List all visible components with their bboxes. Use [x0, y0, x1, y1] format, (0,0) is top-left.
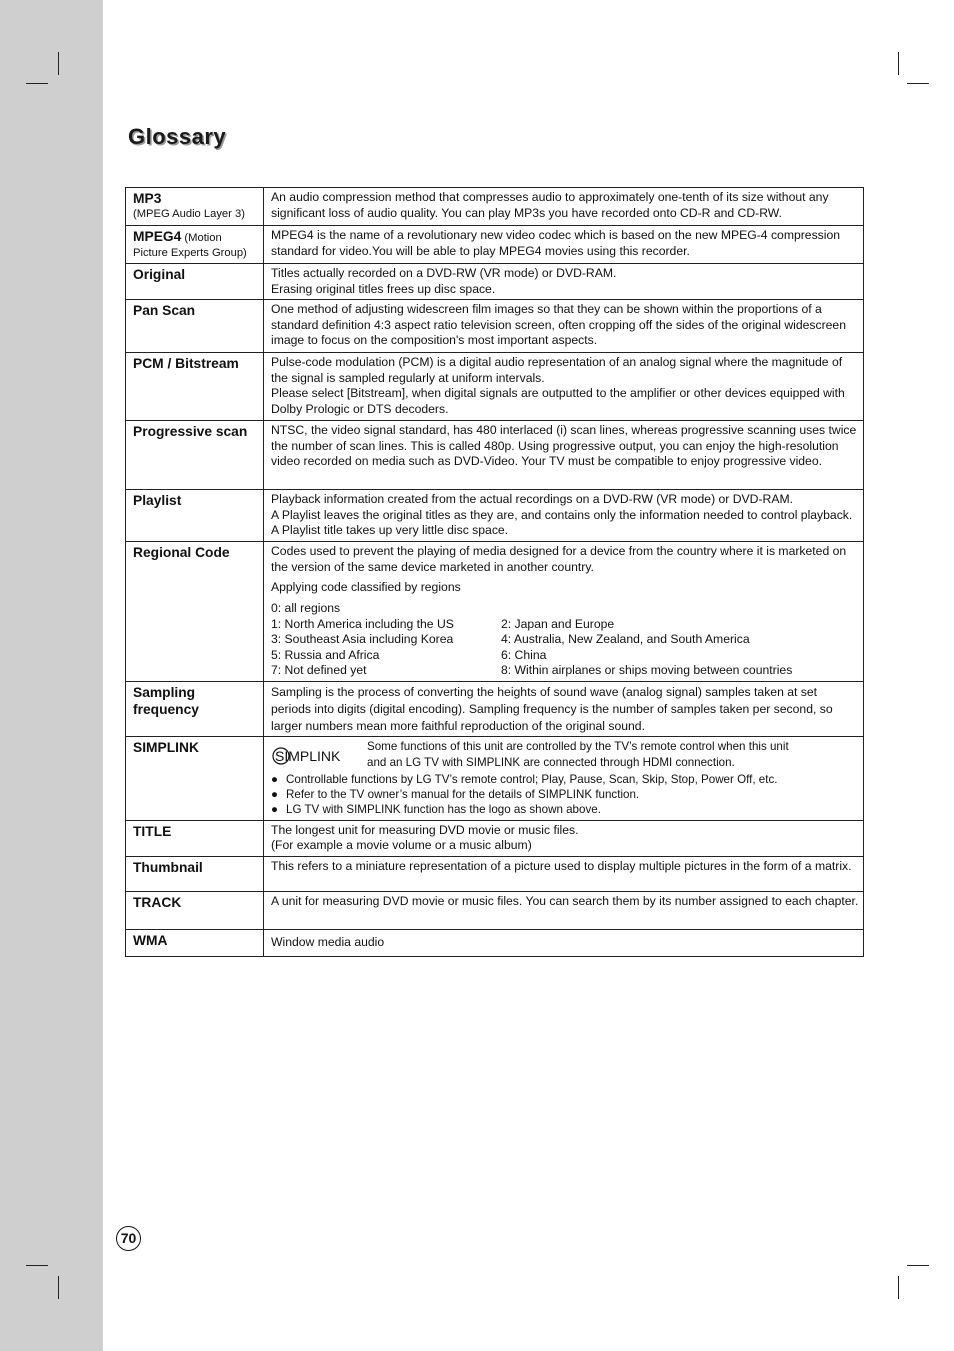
term-name: Pan Scan — [133, 303, 196, 319]
region-all: 0: all regions — [271, 600, 341, 615]
page-number: 70 — [116, 1226, 141, 1251]
left-margin-strip — [0, 0, 103, 1351]
table-row — [126, 421, 864, 490]
term-name: TITLE — [133, 823, 172, 839]
bullet-text: Controllable functions by LG TV’s remote control; Play, Pause, Scan, Skip, Stop, Power Off, etc. — [286, 772, 778, 786]
definition-cell — [264, 188, 864, 226]
glossary-table — [125, 187, 864, 957]
term-name: Sampling — [133, 684, 196, 700]
definition-text: Some functions of this unit are controlled by the TV’s remote control when this unit — [367, 740, 789, 754]
region-item: 5: Russia and Africa — [271, 647, 380, 662]
definition-text: Codes used to prevent the playing of media designed for a device from the country where it is marketed on the version of the same device marketed in another country. — [271, 544, 847, 574]
term-cell — [126, 891, 264, 929]
definition-text: Titles actually recorded on a DVD-RW (VR mode) or DVD-RAM. — [271, 266, 617, 280]
term-name: MP3 — [133, 191, 162, 206]
term-name: PCM / Bitstream — [133, 356, 239, 372]
definition-text: Applying code classified by regions — [271, 580, 461, 595]
region-item: 2: Japan and Europe — [501, 616, 615, 631]
bullet-icon: ● — [271, 803, 279, 817]
definition-cell — [264, 421, 864, 490]
definition-text: Playback information created from the actual recordings on a DVD-RW (VR mode) or DVD-RAM. — [271, 492, 793, 507]
definition-cell — [264, 681, 864, 736]
definition-text: One method of adjusting widescreen film images so that they can be shown within the proportions of a standard definition 4:3 aspect ratio television screen, often cropping off the sides of the original widescreen image to focus on the composition's most important aspects. — [271, 302, 846, 348]
bullet-item — [271, 787, 859, 802]
term-name: frequency — [133, 701, 199, 717]
bullet-icon: ● — [271, 787, 279, 801]
table-row — [126, 929, 864, 956]
region-item: 8: Within airplanes or ships moving between countries — [501, 663, 793, 678]
term-cell — [126, 353, 264, 421]
term-name: MPEG4 — [133, 229, 182, 244]
simplink-logo-icon — [271, 745, 367, 771]
table-row — [126, 737, 864, 820]
term-cell — [126, 856, 264, 891]
crop-mark — [907, 1265, 929, 1266]
table-row — [126, 264, 864, 300]
definition-text: An audio compression method that compresses audio to approximately one-tenth of its size without any significant loss of audio quality. You can play MP3s you have recorded onto CD-R and CD-RW. — [271, 190, 829, 220]
definition-text: Erasing original titles frees up disc space. — [271, 281, 496, 296]
term-cell — [126, 264, 264, 300]
definition-text: Window media audio — [271, 934, 385, 949]
region-item: 3: Southeast Asia including Korea — [271, 632, 454, 647]
definition-cell — [264, 300, 864, 353]
term-cell — [126, 188, 264, 226]
definition-text: Please select [Bitstream], when digital signals are outputted to the amplifier or other devices equipped with Dolby Prologic or DTS decoders. — [271, 386, 845, 416]
region-item: 7: Not defined yet — [271, 663, 367, 678]
definition-cell — [264, 542, 864, 682]
term-subtitle: (MPEG Audio Layer 3) — [133, 208, 245, 220]
term-cell — [126, 542, 264, 682]
term-name: Thumbnail — [133, 859, 203, 875]
term-name: Progressive scan — [133, 424, 248, 440]
table-row — [126, 226, 864, 264]
table-row — [126, 542, 864, 682]
term-cell — [126, 820, 264, 856]
definition-text: and an LG TV with SIMPLINK are connected through HDMI connection. — [367, 755, 735, 769]
term-cell — [126, 737, 264, 820]
table-row — [126, 300, 864, 353]
definition-text: NTSC, the video signal standard, has 480 interlaced (i) scan lines, whereas progressive scanning uses twice the number of scan lines. This is called 480p. Using progressive output, you can enjoy the high-resolution video recorded on media such as DVD-Video. Your TV must be compatible to enjoy progressive video. — [271, 423, 857, 469]
table-row — [126, 820, 864, 856]
term-cell — [126, 226, 264, 264]
region-item: 4: Australia, New Zealand, and South America — [501, 632, 750, 647]
term-name: Playlist — [133, 493, 182, 509]
definition-cell — [264, 353, 864, 421]
table-row — [126, 490, 864, 542]
region-item: 6: China — [501, 647, 547, 662]
definition-text: Pulse-code modulation (PCM) is a digital audio representation of an analog signal where the magnitude of the signal is sampled regularly at uniform intervals. — [271, 355, 843, 385]
definition-cell — [264, 737, 864, 820]
bullet-item — [271, 802, 859, 817]
definition-text: (For example a movie volume or a music album) — [271, 838, 532, 853]
bullet-item — [271, 772, 859, 787]
definition-cell — [264, 490, 864, 542]
term-name: Regional Code — [133, 545, 230, 561]
bullet-text: LG TV with SIMPLINK function has the logo as shown above. — [286, 803, 601, 817]
definition-text: A unit for measuring DVD movie or music files. You can search them by its number assigned to each chapter. — [271, 893, 859, 908]
table-row — [126, 353, 864, 421]
definition-text: MPEG4 is the name of a revolutionary new video codec which is based on the new MPEG-4 compression standard for video.You will be able to play MPEG4 movies using this recorder. — [271, 228, 841, 258]
table-row — [126, 856, 864, 891]
definition-text: A Playlist leaves the original titles as they are, and contains only the information needed to control playback. A Playlist title takes up very little disc space. — [271, 507, 853, 538]
term-cell — [126, 929, 264, 956]
table-row — [126, 891, 864, 929]
table-row — [126, 188, 864, 226]
term-name: TRACK — [133, 894, 182, 910]
crop-mark — [58, 1276, 59, 1299]
definition-text: This refers to a miniature representation of a picture used to display multiple pictures in the form of a matrix. — [271, 858, 852, 873]
simplink-logo-text: SIMPLINK — [275, 748, 341, 765]
definition-text: Sampling is the process of converting the heights of sound wave (analog signal) samples taken at set periods into digits (digital encoding). Sampling frequency is the number of samples taken per second, so larger numbers mean more faithful reproduction of the original sound. — [271, 684, 833, 733]
definition-cell — [264, 226, 864, 264]
term-cell — [126, 421, 264, 490]
term-subtitle: (Motion — [181, 232, 222, 244]
region-item: 1: North America including the US — [271, 616, 454, 631]
term-name: SIMPLINK — [133, 740, 199, 756]
term-cell — [126, 300, 264, 353]
crop-mark — [26, 1265, 48, 1266]
crop-mark — [58, 52, 59, 75]
definition-cell — [264, 820, 864, 856]
bullet-text: Refer to the TV owner’s manual for the details of SIMPLINK function. — [286, 787, 640, 801]
definition-text: The longest unit for measuring DVD movie or music files. — [271, 822, 579, 837]
term-cell — [126, 681, 264, 736]
term-subtitle: Picture Experts Group) — [133, 247, 247, 259]
definition-cell — [264, 264, 864, 300]
crop-mark — [898, 1276, 899, 1299]
crop-mark — [907, 83, 929, 84]
definition-cell — [264, 929, 864, 956]
table-row — [126, 681, 864, 736]
crop-mark — [26, 83, 48, 84]
region-list — [271, 617, 859, 679]
definition-cell — [264, 891, 864, 929]
page-title: Glossary — [128, 124, 227, 149]
term-name: Original — [133, 267, 186, 282]
term-cell — [126, 490, 264, 542]
crop-mark — [898, 52, 899, 75]
bullet-icon: ● — [271, 772, 279, 786]
definition-cell — [264, 856, 864, 891]
term-name: WMA — [133, 932, 168, 948]
